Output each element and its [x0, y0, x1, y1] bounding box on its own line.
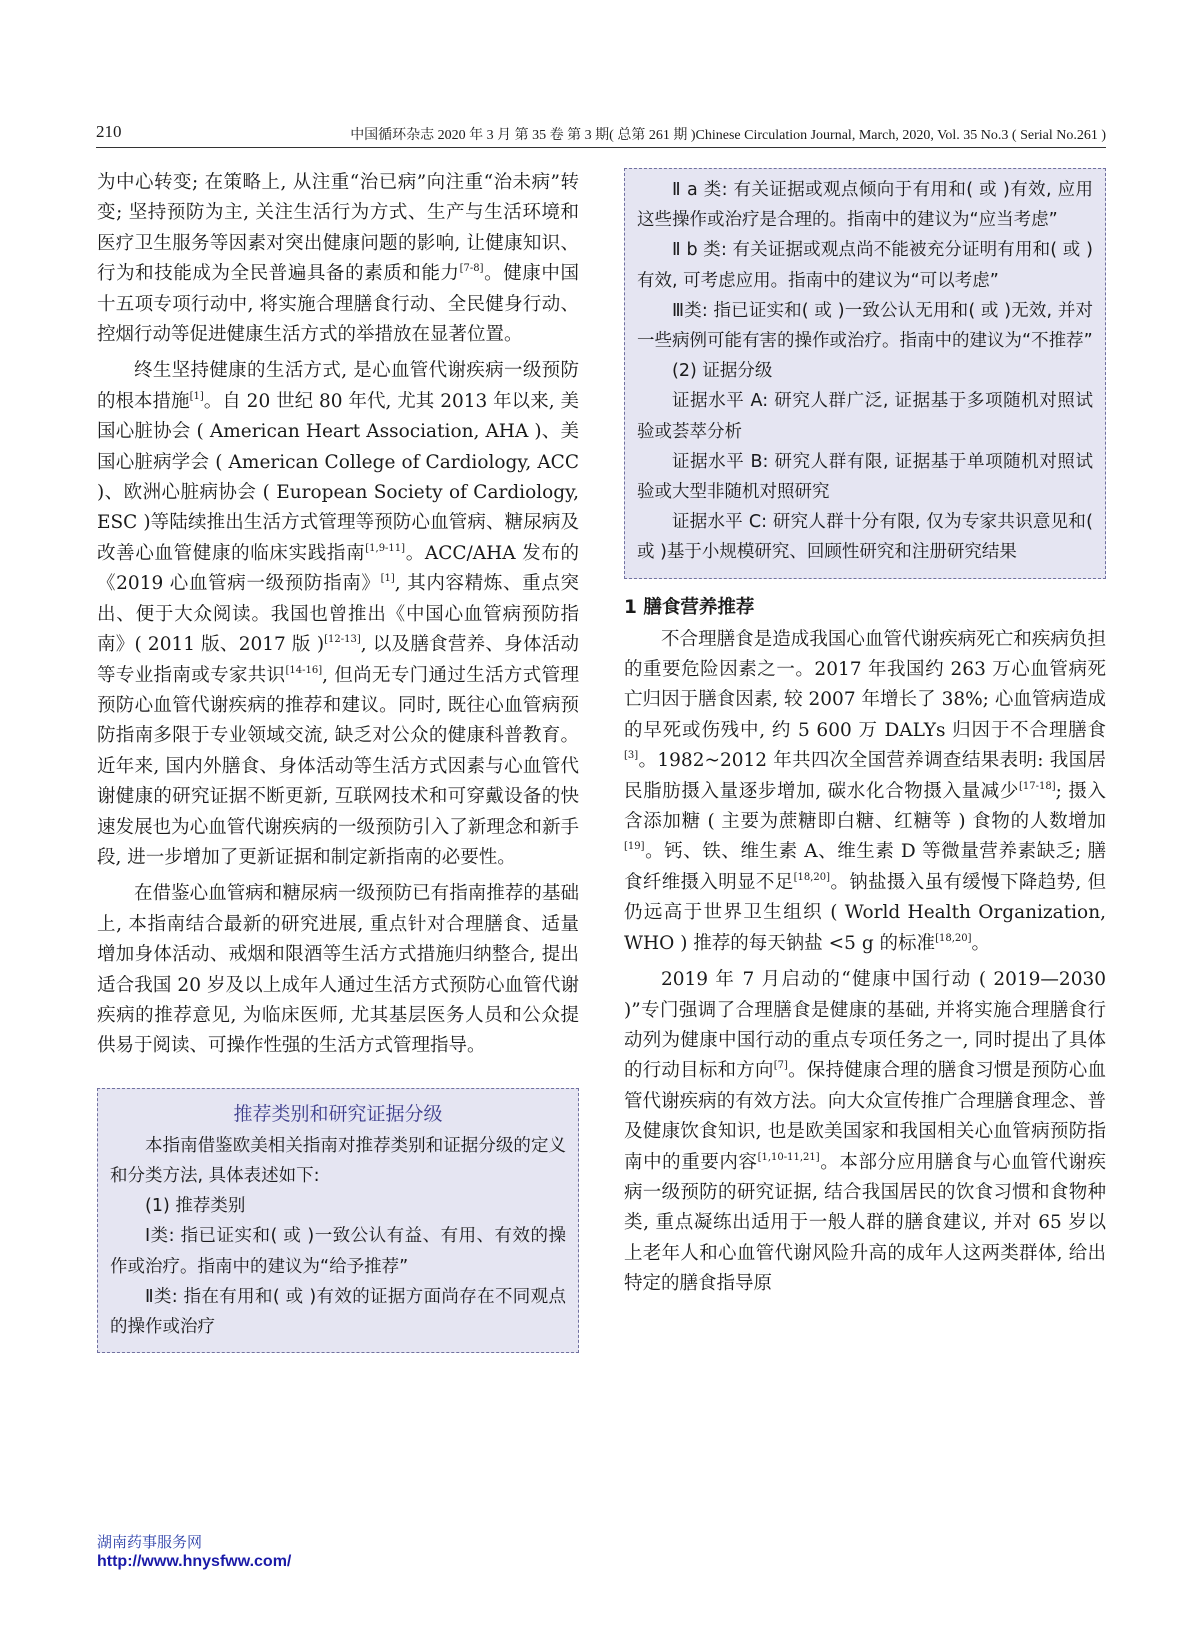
paragraph-left-2: 终生坚持健康的生活方式, 是心血管代谢疾病一级预防的根本措施[1]。自 20 世纪 80 年代, 尤其 2013 年以来, 美国心脏协会 ( American Heart Association, AHA )、美国心脏病学会 ( American College of Cardiology, ACC )、欧洲心脏病协会 ( European Society of Cardiology, ESC )等陆续推出生活方式管理等预防心血管病、糖尿病及改善心血管健康的临床实践指南[1,9-11]。ACC/AHA 发布的《2019 心血管病一级预防指南》[1], 其内容精炼、重点突出、便于大众阅读。我国也曾推出《中国心血管病预防指南》( 2011 版、2017 版 )[12-13], 以及膳食营养、身体活动等专业指南或专家共识[14-16], 但尚无专门通过生活方式管理预防心血管代谢疾病的推荐和建议。同时, 既往心血管病预防指南多限于专业领域交流, 缺乏对公众的健康科普教育。近年来, 国内外膳食、身体活动等生活方式因素与心血管代谢健康的研究证据不断更新, 互联网技术和可穿戴设备的快速发展也为心血管代谢疾病的一级预防引入了新理念和新手段, 进一步增加了更新证据和制定新指南的必要性。 [97, 360, 580, 868]
citation: [19] [624, 841, 645, 853]
citation: [1] [189, 390, 204, 402]
footer-url-link[interactable]: http://www.hnysfww.com/ [97, 1553, 292, 1570]
left-column [97, 168, 579, 1353]
citation: [7-8] [459, 263, 484, 275]
box-subheading-recommendation-class: (1) 推荐类别 [145, 1196, 246, 1217]
citation: [18,20] [793, 871, 831, 883]
section-heading: 1 膳食营养推荐 [624, 596, 755, 618]
box-intro: 本指南借鉴欧美相关指南对推荐类别和证据分级的定义和分类方法, 具体表述如下: [110, 1135, 566, 1186]
recommendation-grading-box-continued [624, 168, 1106, 579]
box-level-b: 证据水平 B: 研究人群有限, 证据基于单项随机对照试验或大型非随机对照研究 [637, 451, 1093, 503]
citation: [18,20] [935, 932, 972, 944]
header-rule [96, 147, 1106, 148]
page-number: 210 [96, 122, 122, 141]
running-header [96, 118, 1106, 146]
journal-citation-line: 中国循环杂志 2020 年 3 月 第 35 卷 第 3 期( 总第 261 期 )Chinese Circulation Journal, March, 2020, Vol. 35 No.3 ( Serial No.261 ) [350, 128, 1106, 143]
paragraph-left-1: 为中心转变; 在策略上, 从注重“治已病”向注重“治未病”转变; 坚持预防为主, 关注生活行为方式、生产与生活环境和医疗卫生服务等因素对突出健康问题的影响, 让健康知识、行为和技能成为全民普遍具备的素质和能力[7-8]。健康中国十五项专项行动中, 将实施合理膳食行动、全民健身行动、控烟行动等促进健康生活方式的举措放在显著位置。 [97, 172, 579, 346]
citation: [17-18] [1018, 780, 1056, 792]
box-class-1: Ⅰ类: 指已证实和( 或 )一致公认有益、有用、有效的操作或治疗。指南中的建议为“给予推荐” [110, 1226, 566, 1277]
footer-site-name: 湖南药事服务网 [97, 1533, 203, 1551]
citation: [12-13] [324, 634, 361, 646]
footer-watermark [97, 1532, 291, 1572]
box-title: 推荐类别和研究证据分级 [233, 1102, 443, 1125]
recommendation-grading-box [97, 1088, 579, 1353]
citation: [1,10-11,21] [757, 1151, 820, 1163]
box-level-c: 证据水平 C: 研究人群十分有限, 仅为专家共识意见和( 或 )基于小规模研究、回顾性研究和注册研究结果 [637, 512, 1093, 563]
box-level-a: 证据水平 A: 研究人群广泛, 证据基于多项随机对照试验或荟萃分析 [637, 391, 1093, 442]
citation: [7] [773, 1060, 788, 1072]
citation: [14-16] [285, 664, 323, 676]
right-column [624, 168, 1106, 1300]
box-class-2a: Ⅱ a 类: 有关证据或观点倾向于有用和( 或 )有效, 应用这些操作或治疗是合理的。指南中的建议为“应当考虑” [637, 180, 1093, 231]
box-class-3: Ⅲ类: 指已证实和( 或 )一致公认无用和( 或 )无效, 并对一些病例可能有害的操作或治疗。指南中的建议为“不推荐” [637, 300, 1093, 352]
citation: [1,9-11] [365, 542, 406, 554]
box-subheading-evidence-level: (2) 证据分级 [672, 361, 773, 382]
paragraph-left-3: 在借鉴心血管病和糖尿病一级预防已有指南推荐的基础上, 本指南结合最新的研究进展, 重点针对合理膳食、适量增加身体活动、戒烟和限酒等生活方式措施归纳整合, 提出适合我国 20 岁及以上成年人通过生活方式预防心血管代谢疾病的推荐意见, 为临床医师, 尤其基层医务人员和公众提供易于阅读、可操作性强的生活方式管理指导。 [97, 883, 579, 1057]
citation: [3] [624, 750, 639, 762]
paragraph-right-1: 不合理膳食是造成我国心血管代谢疾病死亡和疾病负担的重要危险因素之一。2017 年我国约 263 万心血管病死亡归因于膳食因素, 较 2007 年增长了 38%; 心血管病造成的早死或伤残中, 约 5 600 万 DALYs 归因于不合理膳食[3]。1982~2012 年共四次全国营养调查结果表明: 我国居民脂肪摄入量逐步增加, 碳水化合物摄入量减少[17-18]; 摄入含添加糖 ( 主要为蔗糖即白糖、红糖等 ) 食物的人数增加[19]。钙、铁、维生素 A、维生素 D 等微量营养素缺乏; 膳食纤维摄入明显不足[18,20]。钠盐摄入虽有缓慢下降趋势, 但仍远高于世界卫生组织 ( World Health Organization, WHO ) 推荐的每天钠盐 <5 g 的标准[18,20]。 [624, 628, 1106, 954]
box-class-2b: Ⅱ b 类: 有关证据或观点尚不能被充分证明有用和( 或 )有效, 可考虑应用。指南中的建议为“可以考虑” [637, 240, 1093, 291]
paragraph-right-2: 2019 年 7 月启动的“健康中国行动 ( 2019—2030 )”专门强调了合理膳食是健康的基础, 并将实施合理膳食行动列为健康中国行动的重点专项任务之一, 同时提出了具体的行动目标和方向[7]。保持健康合理的膳食习惯是预防心血管代谢疾病的有效方法。向大众宣传推广合理膳食理念、普及健康饮食知识, 也是欧美国家和我国相关心血管病预防指南中的重要内容[1,10-11,21]。本部分应用膳食与心血管代谢疾病一级预防的研究证据, 结合我国居民的饮食习惯和食物种类, 重点凝练出适用于一般人群的膳食建议, 并对 65 岁以上老年人和心血管代谢风险升高的成年人这两类群体, 给出特定的膳食指导原 [624, 969, 1106, 1295]
citation: [1] [380, 573, 395, 585]
box-class-2: Ⅱ类: 指在有用和( 或 )有效的证据方面尚存在不同观点的操作或治疗 [110, 1286, 566, 1337]
